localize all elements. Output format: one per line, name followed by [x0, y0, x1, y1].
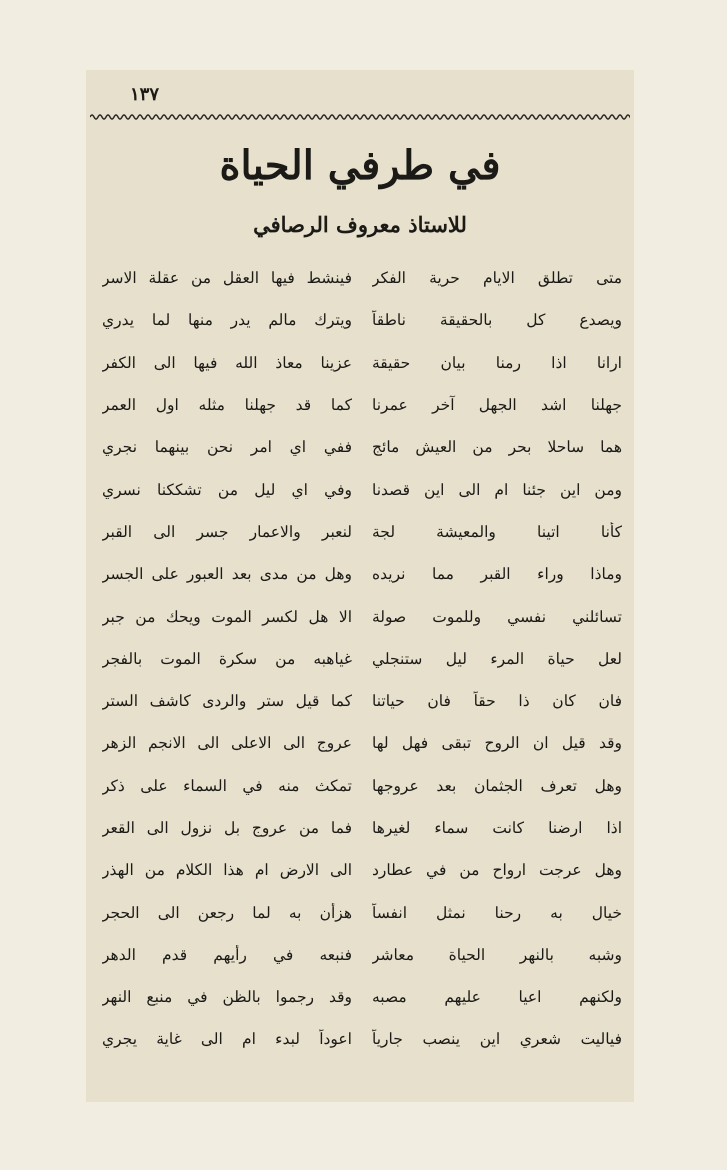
- first-hemistich: هما ساحلا بحر من العيش مائج: [372, 438, 622, 457]
- verse: [102, 595, 622, 637]
- verse: [102, 680, 622, 722]
- book-page: [86, 70, 634, 1102]
- verse: [102, 342, 622, 384]
- first-hemistich: فان كان ذا حقاً فان حياتنا: [372, 692, 622, 711]
- first-hemistich: ولكنهم اعيا عليهم مصبه: [372, 988, 622, 1007]
- second-hemistich: لنعبر والاعمار جسر الى القبر: [102, 522, 352, 541]
- first-hemistich: وهل عرجت ارواح من في عطارد: [372, 861, 622, 880]
- verse: [102, 553, 622, 595]
- verse: [102, 765, 622, 807]
- first-hemistich: جهلنا اشد الجهل آخر عمرنا: [372, 396, 622, 415]
- second-hemistich: الا هل لكسر الموت ويحك من جبر: [102, 607, 352, 626]
- second-hemistich: فما من عروج بل نزول الى القعر: [102, 819, 352, 837]
- verse: [102, 468, 622, 510]
- second-hemistich: كما قد جهلنا مثله اول العمر: [102, 396, 352, 415]
- first-hemistich: خيال به رحنا نمثل انفساً: [372, 903, 622, 922]
- second-hemistich: عروج الى الاعلى الى الانجم الزهر: [102, 734, 352, 753]
- second-hemistich: هزأن به لما رجعن الى الحجر: [102, 903, 352, 922]
- first-hemistich: متى تطلق الايام حرية الفكر: [372, 269, 622, 288]
- second-hemistich: الى الارض ام هذا الكلام من الهذر: [102, 861, 352, 880]
- verse: [102, 257, 622, 299]
- first-hemistich: تسائلني نفسي وللموت صولة: [372, 607, 622, 626]
- second-hemistich: عزينا معاذ الله فيها الى الكفر: [102, 353, 352, 372]
- second-hemistich: فنبعه في رأيهم قدم الدهر: [102, 945, 352, 964]
- poem-author: للاستاذ معروف الرصافي: [253, 212, 467, 237]
- first-hemistich: ومن اين جئنا ام الى اين قصدنا: [372, 480, 622, 499]
- first-hemistich: ارانا اذا رمنا بيان حقيقة: [372, 353, 622, 372]
- second-hemistich: وقد رجموا بالظن في منبع النهر: [102, 988, 352, 1007]
- verse: [102, 426, 622, 468]
- first-hemistich: وقد قيل ان الروح تبقى فهل لها: [372, 734, 622, 753]
- page-number: ١٣٧: [130, 84, 160, 105]
- verse: [102, 384, 622, 426]
- verse: [102, 934, 622, 976]
- verse: [102, 849, 622, 891]
- second-hemistich: ففي اي امر نحن بينهما نجري: [102, 438, 352, 457]
- verse: [102, 807, 622, 849]
- first-hemistich: اذا ارضنا كانت سماء لغيرها: [372, 819, 622, 837]
- first-hemistich: وشبه بالنهر الحياة معاشر: [372, 945, 622, 964]
- second-hemistich: وفي اي ليل من تشككنا نسري: [102, 480, 352, 499]
- wavy-rule-divider: [90, 112, 630, 122]
- first-hemistich: لعل حياة المرء ليل ستنجلي: [372, 649, 622, 668]
- verse: [102, 722, 622, 764]
- second-hemistich: تمكث منه في السماء على ذكر: [102, 776, 352, 795]
- verse: [102, 511, 622, 553]
- second-hemistich: وهل من مدى بعد العبور على الجسر: [102, 565, 352, 584]
- verse: [102, 638, 622, 680]
- first-hemistich: ويصدع كل بالحقيقة ناطقاً: [372, 311, 622, 330]
- verse: [102, 891, 622, 933]
- poem-title: في طرفي الحياة: [219, 142, 501, 189]
- verse: [102, 1018, 622, 1060]
- first-hemistich: وماذا وراء القبر مما نريده: [372, 565, 622, 584]
- first-hemistich: فياليت شعري اين ينصب جارياً: [372, 1030, 622, 1049]
- first-hemistich: وهل تعرف الجثمان بعد عروجها: [372, 776, 622, 795]
- poem-verses: [102, 257, 622, 1061]
- second-hemistich: اعوداً لبدء ام الى غاية يجري: [102, 1030, 352, 1049]
- second-hemistich: ويترك مالم يدر منها لما يدري: [102, 311, 352, 330]
- first-hemistich: كأنا اتينا والمعيشة لجة: [372, 522, 622, 541]
- second-hemistich: فينشط فيها العقل من عقلة الاسر: [102, 269, 352, 288]
- second-hemistich: غياهبه من سكرة الموت بالفجر: [102, 649, 352, 668]
- verse: [102, 299, 622, 341]
- verse: [102, 976, 622, 1018]
- second-hemistich: كما قيل ستر والردى كاشف الستر: [102, 692, 352, 711]
